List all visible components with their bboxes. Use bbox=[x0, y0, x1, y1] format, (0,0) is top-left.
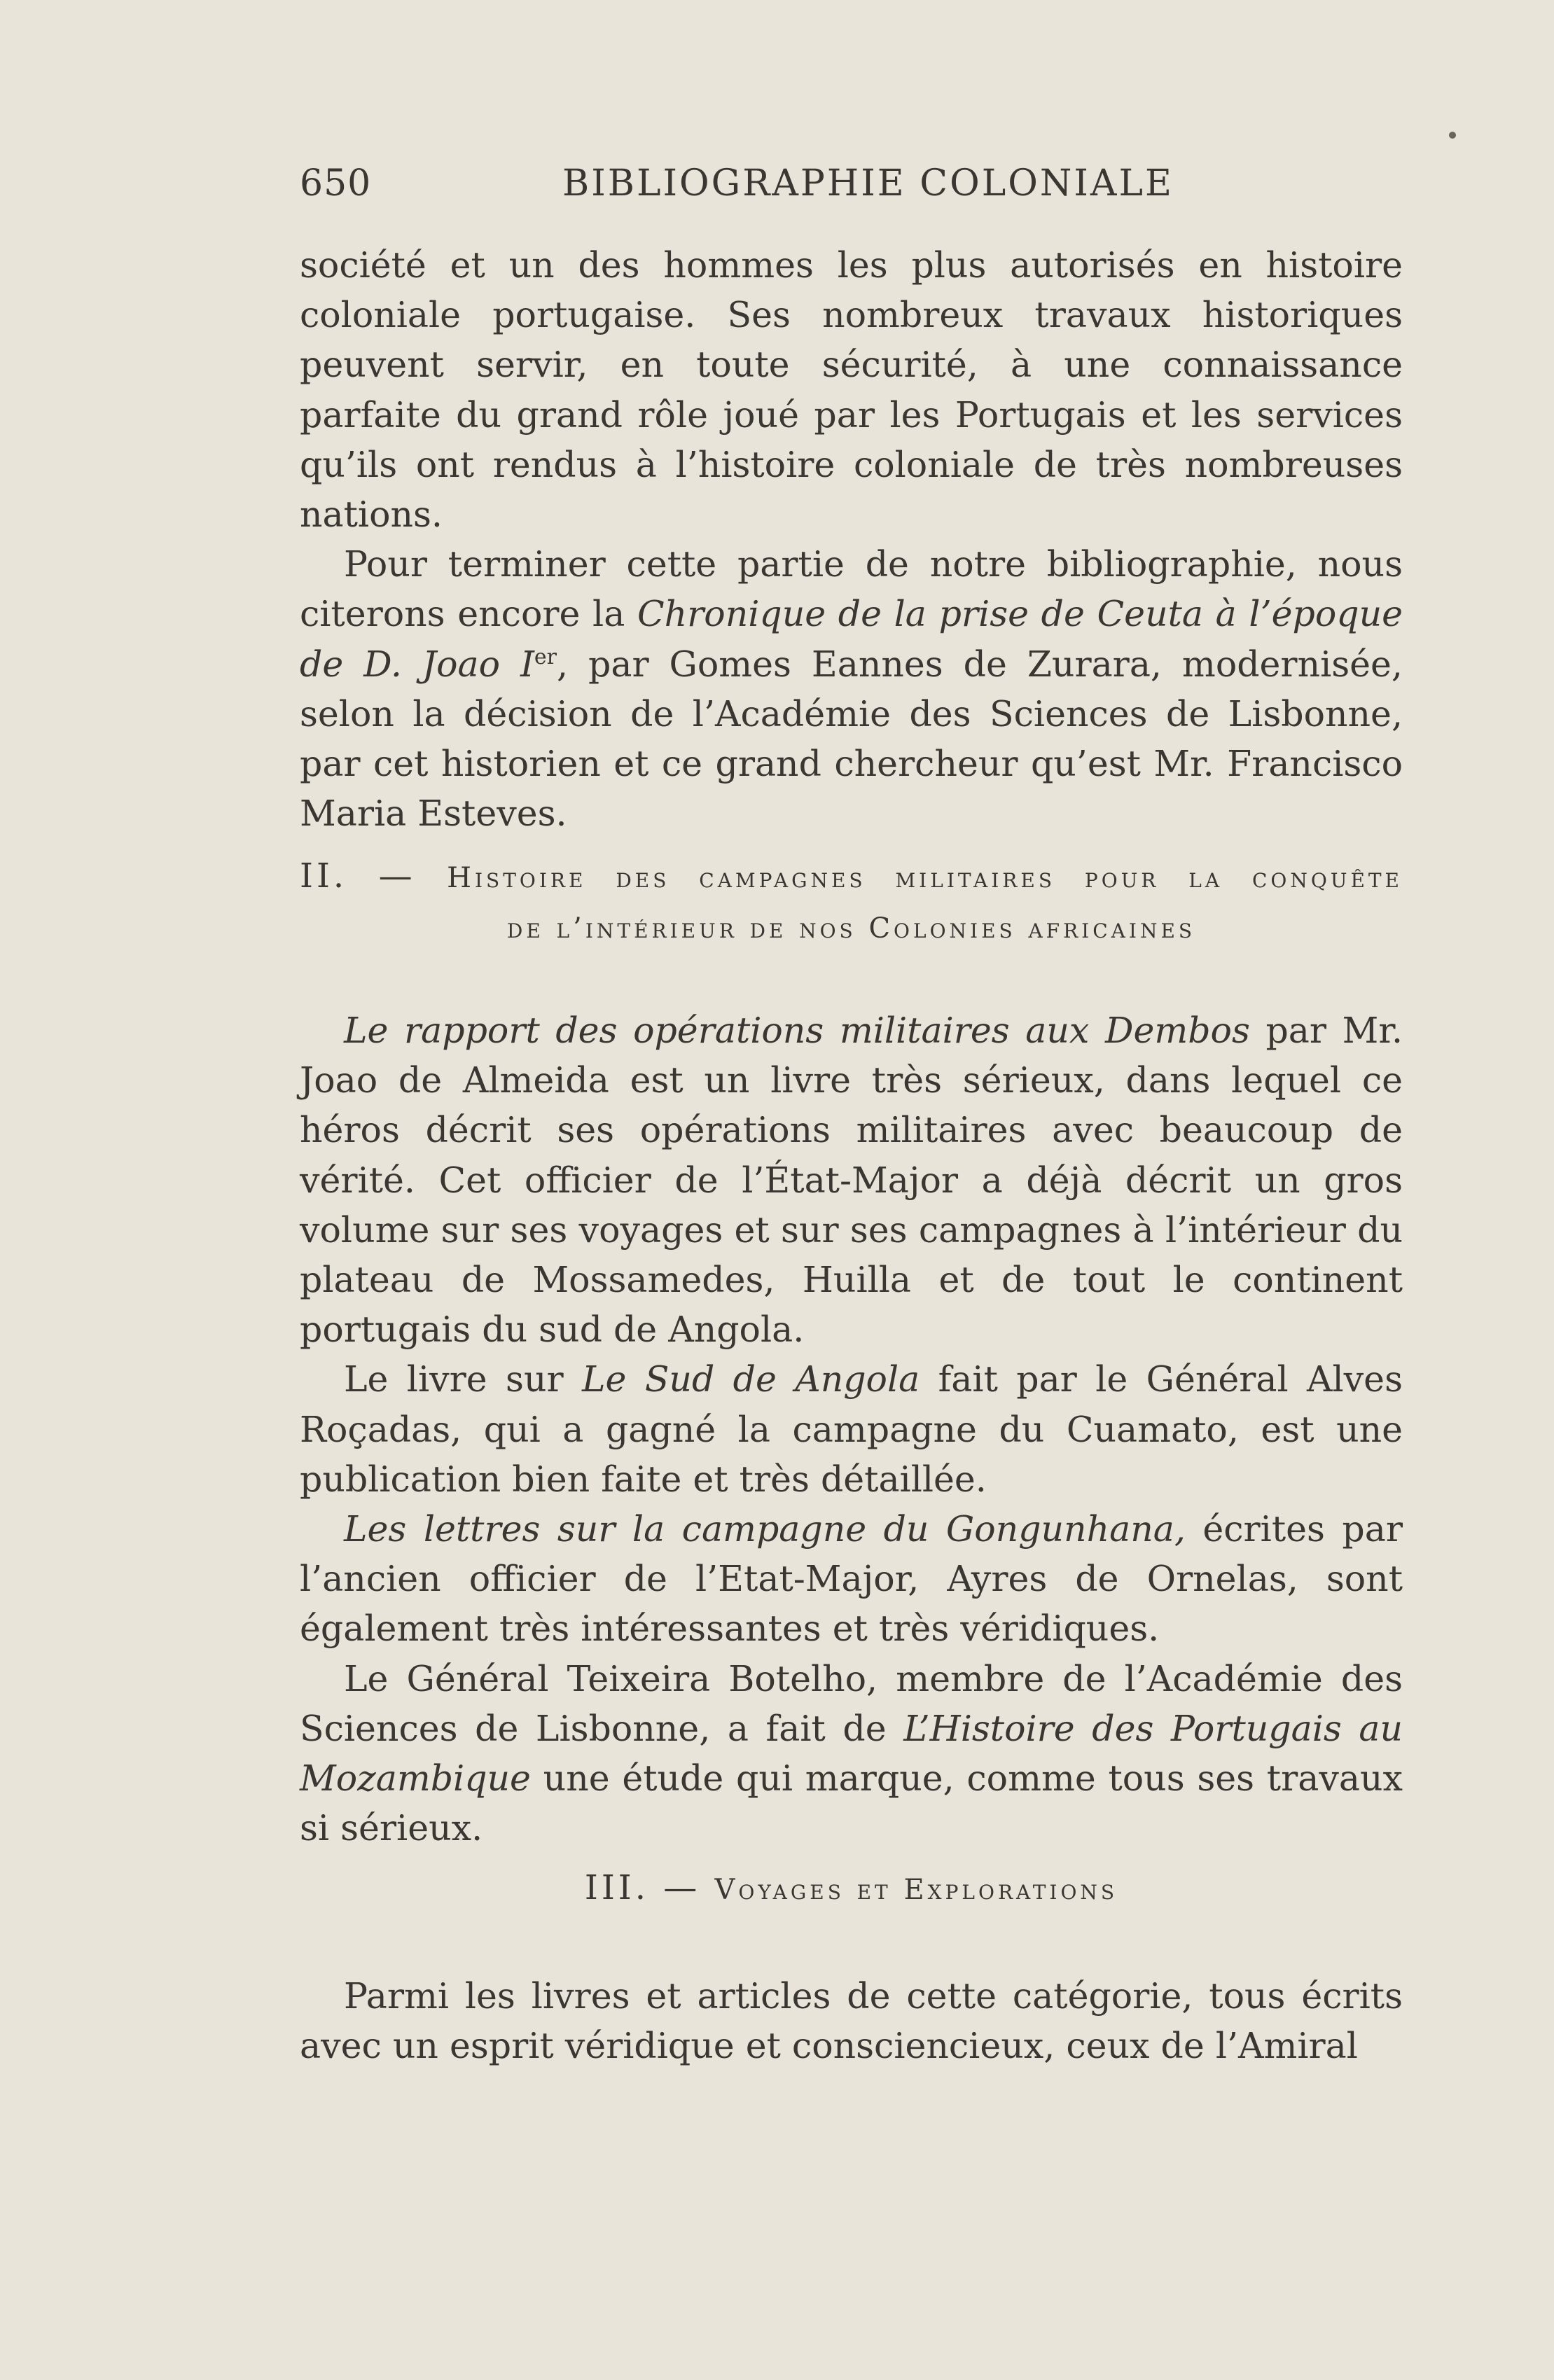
section-number: II. — bbox=[300, 856, 448, 896]
section-number: III. — bbox=[584, 1868, 715, 1907]
page-number: 650 bbox=[300, 162, 372, 204]
page-header bbox=[300, 162, 1406, 211]
paragraph-mozambique bbox=[300, 1654, 1403, 1853]
paragraph-voyages: Parmi les livres et articles de cette catégorie, tous écrits avec un esprit véridique et consciencieux, ceux de l’Amiral bbox=[300, 1975, 1403, 2067]
text-block-2 bbox=[300, 1005, 1403, 1853]
text-run: écrites par l’ancien officier de l’Etat-Major, Ayres de Ornelas, sont également très intéressantes et très véridiques. bbox=[300, 1508, 1403, 1650]
text-run: Le Général Teixeira Botelho, membre de l’Académie des Sciences de Lisbonne, a fait de bbox=[300, 1657, 1403, 1749]
book-title: Le rapport des opérations militaires aux Dembos bbox=[344, 1010, 1250, 1051]
book-title: Le Sud de Angola bbox=[582, 1358, 920, 1400]
book-title: Chronique de la prise de Ceuta à l’époque de D. Joao I bbox=[300, 593, 1403, 685]
section-heading-2 bbox=[300, 851, 1403, 954]
running-title: BIBLIOGRAPHIE COLONIALE bbox=[562, 162, 1174, 204]
text-run: , par Gomes Eannes de Zurara, modernisée, selon la décision de l’Académie des Sciences de Lisbonne, par cet historien et ce grand chercheur qu’est Mr. Francisco Maria Esteves. bbox=[300, 643, 1403, 835]
section-heading-3 bbox=[300, 1868, 1403, 1907]
speck-mark bbox=[1449, 132, 1456, 139]
text-block-1 bbox=[300, 240, 1403, 838]
text-run: une étude qui marque, comme tous ses travaux si sérieux. bbox=[300, 1758, 1403, 1849]
paragraph-gongunhana bbox=[300, 1504, 1403, 1654]
section-heading-line-1 bbox=[300, 851, 1403, 903]
text-run: fait par le Général Alves Roçadas, qui a gagné la campagne du Cuamato, est une publication bien faite et très détaillée. bbox=[300, 1358, 1403, 1500]
text-block-3 bbox=[300, 1971, 1403, 2071]
paragraph-dembos bbox=[300, 1005, 1403, 1354]
paragraph-sud-angola bbox=[300, 1354, 1403, 1504]
section-title: Histoire des campagnes militaires pour la conquête bbox=[447, 862, 1403, 894]
text-run: Pour terminer cette partie de notre bibliographie, nous citerons encore la bbox=[300, 543, 1403, 635]
section-title: Voyages et Explorations bbox=[714, 1874, 1118, 1906]
paragraph-continuation: société et un des hommes les plus autorisés en histoire coloniale portugaise. Ses nombreux travaux historiques peuvent servir, en toute sécurité, à une connaissance parfaite du grand rôle joué par les Portugais et les services qu’ils ont rendus à l’histoire coloniale de très nombreuses nations. bbox=[300, 244, 1403, 536]
text-run: par Mr. Joao de Almeida est un livre très sérieux, dans lequel ce héros décrit ses opérations militaires avec beaucoup de vérité. Cet officier de l’État-Major a déjà décrit un gros volume sur ses voyages et sur ses campagnes à l’intérieur du plateau de Mossamedes, Huilla et de tout le continent portugais du sud de Angola. bbox=[300, 1010, 1403, 1351]
text-run: Le livre sur bbox=[344, 1358, 583, 1400]
paragraph-chronique bbox=[300, 539, 1403, 838]
book-title: Les lettres sur la campagne du Gongunhana, bbox=[344, 1508, 1186, 1550]
book-title: L’Histoire des Portugais au Mozambique bbox=[300, 1707, 1403, 1800]
superscript: er bbox=[534, 644, 557, 669]
section-heading-line-2: de l’intérieur de nos Colonies africaines bbox=[506, 912, 1196, 945]
